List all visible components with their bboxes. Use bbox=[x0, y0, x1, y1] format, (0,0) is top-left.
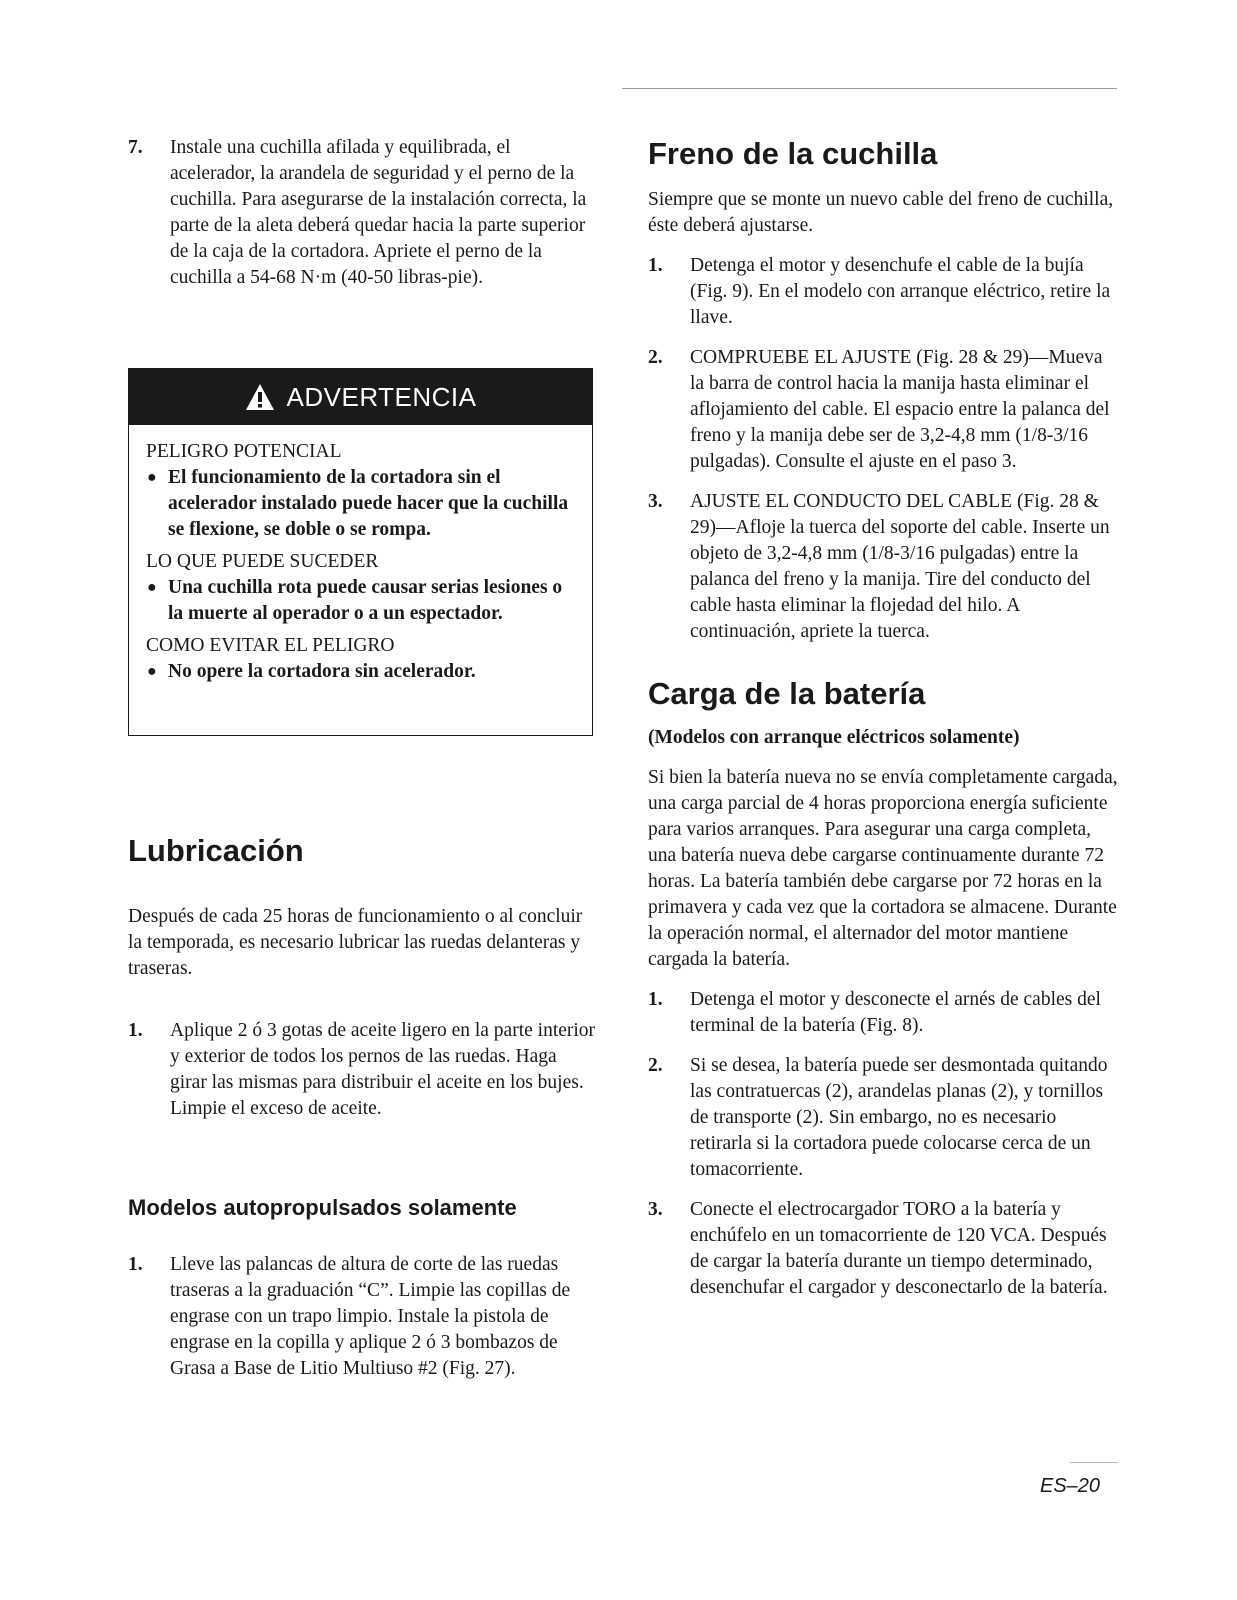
avoidance-text: No opere la cortadora sin acelerador. bbox=[168, 661, 476, 682]
warning-triangle-icon bbox=[245, 383, 275, 411]
bullet-icon: ● bbox=[147, 469, 157, 486]
hazard-title: PELIGRO POTENCIAL bbox=[146, 441, 342, 462]
lubrication-title: Lubricación bbox=[128, 833, 304, 868]
step-number: 3. bbox=[648, 1199, 663, 1220]
step-number: 2. bbox=[648, 1055, 663, 1076]
step-text: Detenga el motor y desconecte el arnés de cables del terminal de la batería (Fig. 8). bbox=[690, 989, 1101, 1036]
step-text: Conecte el electrocargador TORO a la batería y enchúfelo en un tomacorriente de 120 VCA. Después de cargar la batería durante un tiempo determinado, desenchufar el cargador y desconectarlo de la batería. bbox=[690, 1199, 1108, 1298]
battery-step-3 bbox=[648, 1197, 1118, 1301]
bullet-icon: ● bbox=[147, 663, 157, 680]
avoidance-title: COMO EVITAR EL PELIGRO bbox=[146, 635, 395, 656]
step-text: Lleve las palancas de altura de corte de las ruedas traseras a la graduación “C”. Limpie las copillas de engrase con un trapo limpio. Instale la pistola de engrase en la copilla y aplique 2 ó 3 bombazos de Grasa a Base de Litio Multiuso #2 (Fig. 27). bbox=[170, 1254, 571, 1379]
step-number: 1. bbox=[648, 989, 663, 1010]
step-number: 1. bbox=[128, 1020, 143, 1041]
page-number: ES–20 bbox=[1040, 1475, 1101, 1497]
battery-step-1 bbox=[648, 987, 1118, 1039]
header-rule bbox=[622, 88, 1117, 89]
battery-intro: Si bien la batería nueva no se envía completamente cargada, una carga parcial de 4 horas proporciona energía suficiente para varios arranques. Para asegurar una carga completa, una batería nueva debe cargarse continuamente durante 72 horas. La batería también debe cargarse por 72 horas en la primavera y cada vez que la cortadora se almacene. Durante la operación normal, el alternador del motor mantiene cargada la batería. bbox=[648, 767, 1118, 970]
self-propelled-title: Modelos autopropulsados solamente bbox=[128, 1195, 517, 1220]
brake-step-1 bbox=[648, 253, 1118, 331]
lubrication-intro: Después de cada 25 horas de funcionamiento o al concluir la temporada, es necesario lubricar las ruedas delanteras y traseras. bbox=[128, 906, 583, 979]
consequence-title: LO QUE PUEDE SUCEDER bbox=[146, 551, 379, 572]
brake-step-3 bbox=[648, 489, 1118, 645]
hazard-bullet bbox=[146, 465, 576, 543]
step-text: COMPRUEBE EL AJUSTE (Fig. 28 & 29)—Mueva la barra de control hacia la manija hasta eliminar el aflojamiento del cable. El espacio entre la palanca del freno y la manija debe ser de 3,2-4,8 mm (1/8-3/16 pulgadas). Consulte el ajuste en el paso 3. bbox=[690, 347, 1110, 472]
step-text: Si se desea, la batería puede ser desmontada quitando las contratuercas (2), arandelas planas (2), y tornillos de transporte (2). Sin embargo, no es necesario retirarla si la cortadora puede colocarse cerca de un tomacorriente. bbox=[690, 1055, 1108, 1180]
step-number: 7. bbox=[128, 137, 143, 158]
blade-step-7 bbox=[128, 135, 598, 291]
bullet-icon: ● bbox=[147, 579, 157, 596]
step-text: AJUSTE EL CONDUCTO DEL CABLE (Fig. 28 & 29)—Afloje la tuerca del soporte del cable. Inserte un objeto de 3,2-4,8 mm (1/8-3/16 pulgadas) entre la palanca del freno y la manija. Tire del conducto del cable hasta eliminar la flojedad del hilo. A continuación, apriete la tuerca. bbox=[690, 491, 1110, 642]
blade-brake-title: Freno de la cuchilla bbox=[648, 136, 938, 171]
self-propelled-step-1 bbox=[128, 1252, 598, 1382]
left-column bbox=[128, 135, 598, 291]
warning-box bbox=[128, 368, 593, 736]
step-number: 3. bbox=[648, 491, 663, 512]
battery-charge-title: Carga de la batería bbox=[648, 676, 926, 711]
step-text: Instale una cuchilla afilada y equilibrada, el acelerador, la arandela de seguridad y el perno de la cuchilla. Para asegurarse de la instalación correcta, la parte de la aleta deberá quedar hacia la parte superior de la caja de la cortadora. Apriete el perno de la cuchilla a 54-68 N·m (40-50 libras-pie). bbox=[170, 137, 587, 288]
right-column bbox=[648, 135, 1118, 1301]
warning-header bbox=[129, 369, 592, 425]
lubrication-section bbox=[128, 832, 598, 1382]
footer-rule bbox=[1070, 1462, 1118, 1463]
step-number: 1. bbox=[648, 255, 663, 276]
lubrication-step-1 bbox=[128, 1018, 598, 1122]
step-text: Aplique 2 ó 3 gotas de aceite ligero en la parte interior y exterior de todos los pernos de las ruedas. Haga girar las mismas para distribuir el aceite en los bujes. Limpie el exceso de aceite. bbox=[170, 1020, 596, 1119]
consequence-text: Una cuchilla rota puede causar serias lesiones o la muerte al operador o a un espectador. bbox=[168, 577, 563, 624]
hazard-text: El funcionamiento de la cortadora sin el acelerador instalado puede hacer que la cuchilla se flexione, se doble o se rompa. bbox=[168, 467, 569, 540]
warning-title: ADVERTENCIA bbox=[286, 381, 477, 412]
step-number: 1. bbox=[128, 1254, 143, 1275]
battery-subtitle: (Modelos con arranque eléctricos solamente) bbox=[648, 727, 1020, 748]
step-text: Detenga el motor y desenchufe el cable de la bujía (Fig. 9). En el modelo con arranque eléctrico, retire la llave. bbox=[690, 255, 1111, 328]
brake-step-2 bbox=[648, 345, 1118, 475]
step-number: 2. bbox=[648, 347, 663, 368]
avoidance-bullet bbox=[146, 659, 576, 685]
blade-brake-intro: Siempre que se monte un nuevo cable del freno de cuchilla, éste deberá ajustarse. bbox=[648, 189, 1114, 236]
warning-body bbox=[129, 425, 592, 685]
consequence-bullet bbox=[146, 575, 576, 627]
battery-step-2 bbox=[648, 1053, 1118, 1183]
